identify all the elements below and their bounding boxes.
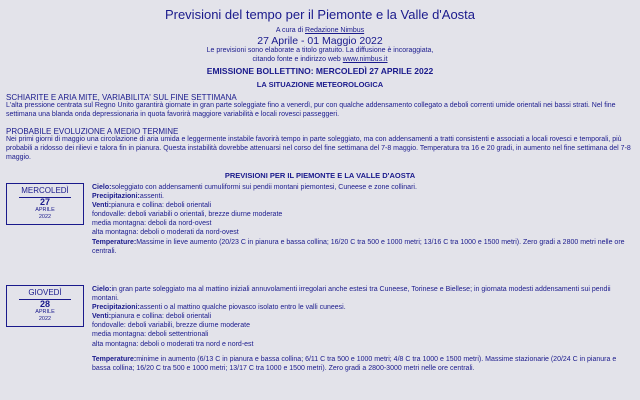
wind-valley: fondovalle: deboli variabili, brezze diurne moderate [92,322,250,330]
month: APRILE [35,309,55,316]
disclaimer-line1: Le previsioni sono elaborate a titolo gratuito. La diffusione è incoraggiata, [206,47,434,54]
wind-label: Venti: [92,313,112,321]
day-of-week: GIOVEDÌ [28,288,62,297]
situation-section1-heading: SCHIARITE E ARIA MITE, VARIABILITA' SUL FINE SETTIMANA [6,93,237,102]
wind-high-mountain: alta montagna: deboli o moderati da nord-ovest [92,229,239,237]
year: 2022 [38,214,52,221]
disclaimer-line2 [0,56,640,65]
date-box-day1 [6,183,84,225]
page-title: Previsioni del tempo per il Piemonte e la Valle d'Aosta [164,7,476,22]
wind-mid-mountain: media montagna: deboli settentrionali [92,331,209,339]
day-number: 27 [39,196,50,207]
situation-section2-heading: PROBABILE EVOLUZIONE A MEDIO TERMINE [6,127,179,136]
disclaimer-text: citando fonte e indirizzo web [252,55,341,63]
forecast-title: PREVISIONI PER IL PIEMONTE E LA VALLE D'AOSTA [224,171,416,180]
situation-section1-text: L'alta pressione centrata sul Regno Unito garantirà giornate in gran parte soleggiate fino a venerdì, pur con qualche addensamento collegato a deboli correnti umide orientali nei bassi strati. Nel fine settimana una blanda onda depressionaria in quota favorirà maggiore variabilità e locali rovesci passeggeri. [6,102,616,118]
year: 2022 [38,316,52,323]
wind-row [92,312,634,321]
temp-row [92,355,634,373]
forecast-day2 [92,285,634,373]
precip-row [92,303,634,312]
wind-label: Venti: [92,202,112,210]
precip-label: Precipitazioni: [92,304,140,312]
byline-prefix: A cura di [275,27,304,34]
editorial-link[interactable]: Redazione Nimbus [305,27,365,34]
sky-text: in gran parte soleggiato ma al mattino iniziali annuvolamenti irregolari anche estesi tra Cuneese, Torinese e Biellese; in giornata modesti addensamenti sui pendii montani. [92,286,611,303]
wind-mid-mountain: media montagna: deboli da nord-ovest [92,220,212,228]
sky-text: soleggiato con addensamenti cumuliformi sui pendii montani piemontesi, Cuneese e zone collinari. [111,184,417,191]
situation-title: LA SITUAZIONE METEOROLOGICA [256,80,384,89]
temp-text: minime in aumento (6/13 C in pianura e bassa collina; 6/11 C tra 500 e 1000 metri; 4/8 C tra 1000 e 1500 metri). Massime stazionarie (20/24 C in pianura e bassa collina; 16/20 C tra 500 e 1000 metri; 13/17 C tra 1000 e 1500 metri). Zero gradi a 2800-3000 metri nelle ore centrali. [92,355,617,372]
precip-text: assenti o al mattino qualche piovasco isolato entro le valli cuneesi. [139,304,346,312]
day-number: 28 [39,298,50,309]
precip-row [92,192,634,201]
temp-label: Temperature: [92,355,137,363]
wind-valley: fondovalle: deboli variabili o orientali, brezze diurne moderate [92,211,283,219]
forecast-day1 [92,183,634,256]
sky-row [92,285,634,303]
wind-high-mountain: alta montagna: deboli o moderati tra nord e nord-est [92,340,254,348]
precip-text: assenti. [139,193,164,201]
temp-text: Massime in lieve aumento (20/23 C in pianura e bassa collina; 16/20 C tra 500 e 1000 metri; 13/16 C tra 1000 e 1500 metri). Zero gradi a 2800 metri nelle ore centrali. [92,238,625,255]
sky-label: Cielo: [92,184,112,191]
situation-section2-text: Nei primi giorni di maggio una circolazione di aria umida e leggermente instabile favorirà tempo in parte soleggiato, ma con addensamenti a tratti consistenti e associati a locali rovesci e temporali, più probabili a ridosso dei rilievi e talora fin in pianura. Questa instabilità dovrebbe attenuarsi nel corso del fine settimana del 7-8 maggio. Temperatura tra 16 e 20 gradi, in aumento nel fine settimana del 7-8 maggio. [6,136,631,161]
wind-text: pianura e collina: deboli orientali [111,313,212,321]
forecast-dates: 27 Aprile - 01 Maggio 2022 [257,35,383,47]
wind-row [92,201,634,210]
temp-row [92,238,634,256]
wind-text: pianura e collina: deboli orientali [111,202,212,210]
precip-label: Precipitazioni: [92,193,140,201]
day-of-week: MERCOLEDÌ [21,186,69,195]
sky-label: Cielo: [92,286,112,293]
disclaimer [0,47,640,65]
sky-row [92,183,634,192]
month: APRILE [35,207,55,214]
date-box-day2 [6,285,84,327]
bulletin-emission: EMISSIONE BOLLETTINO: MERCOLEDÌ 27 APRILE 2022 [206,66,434,76]
temp-label: Temperature: [92,238,137,246]
website-link[interactable]: www.nimbus.it [342,55,388,63]
